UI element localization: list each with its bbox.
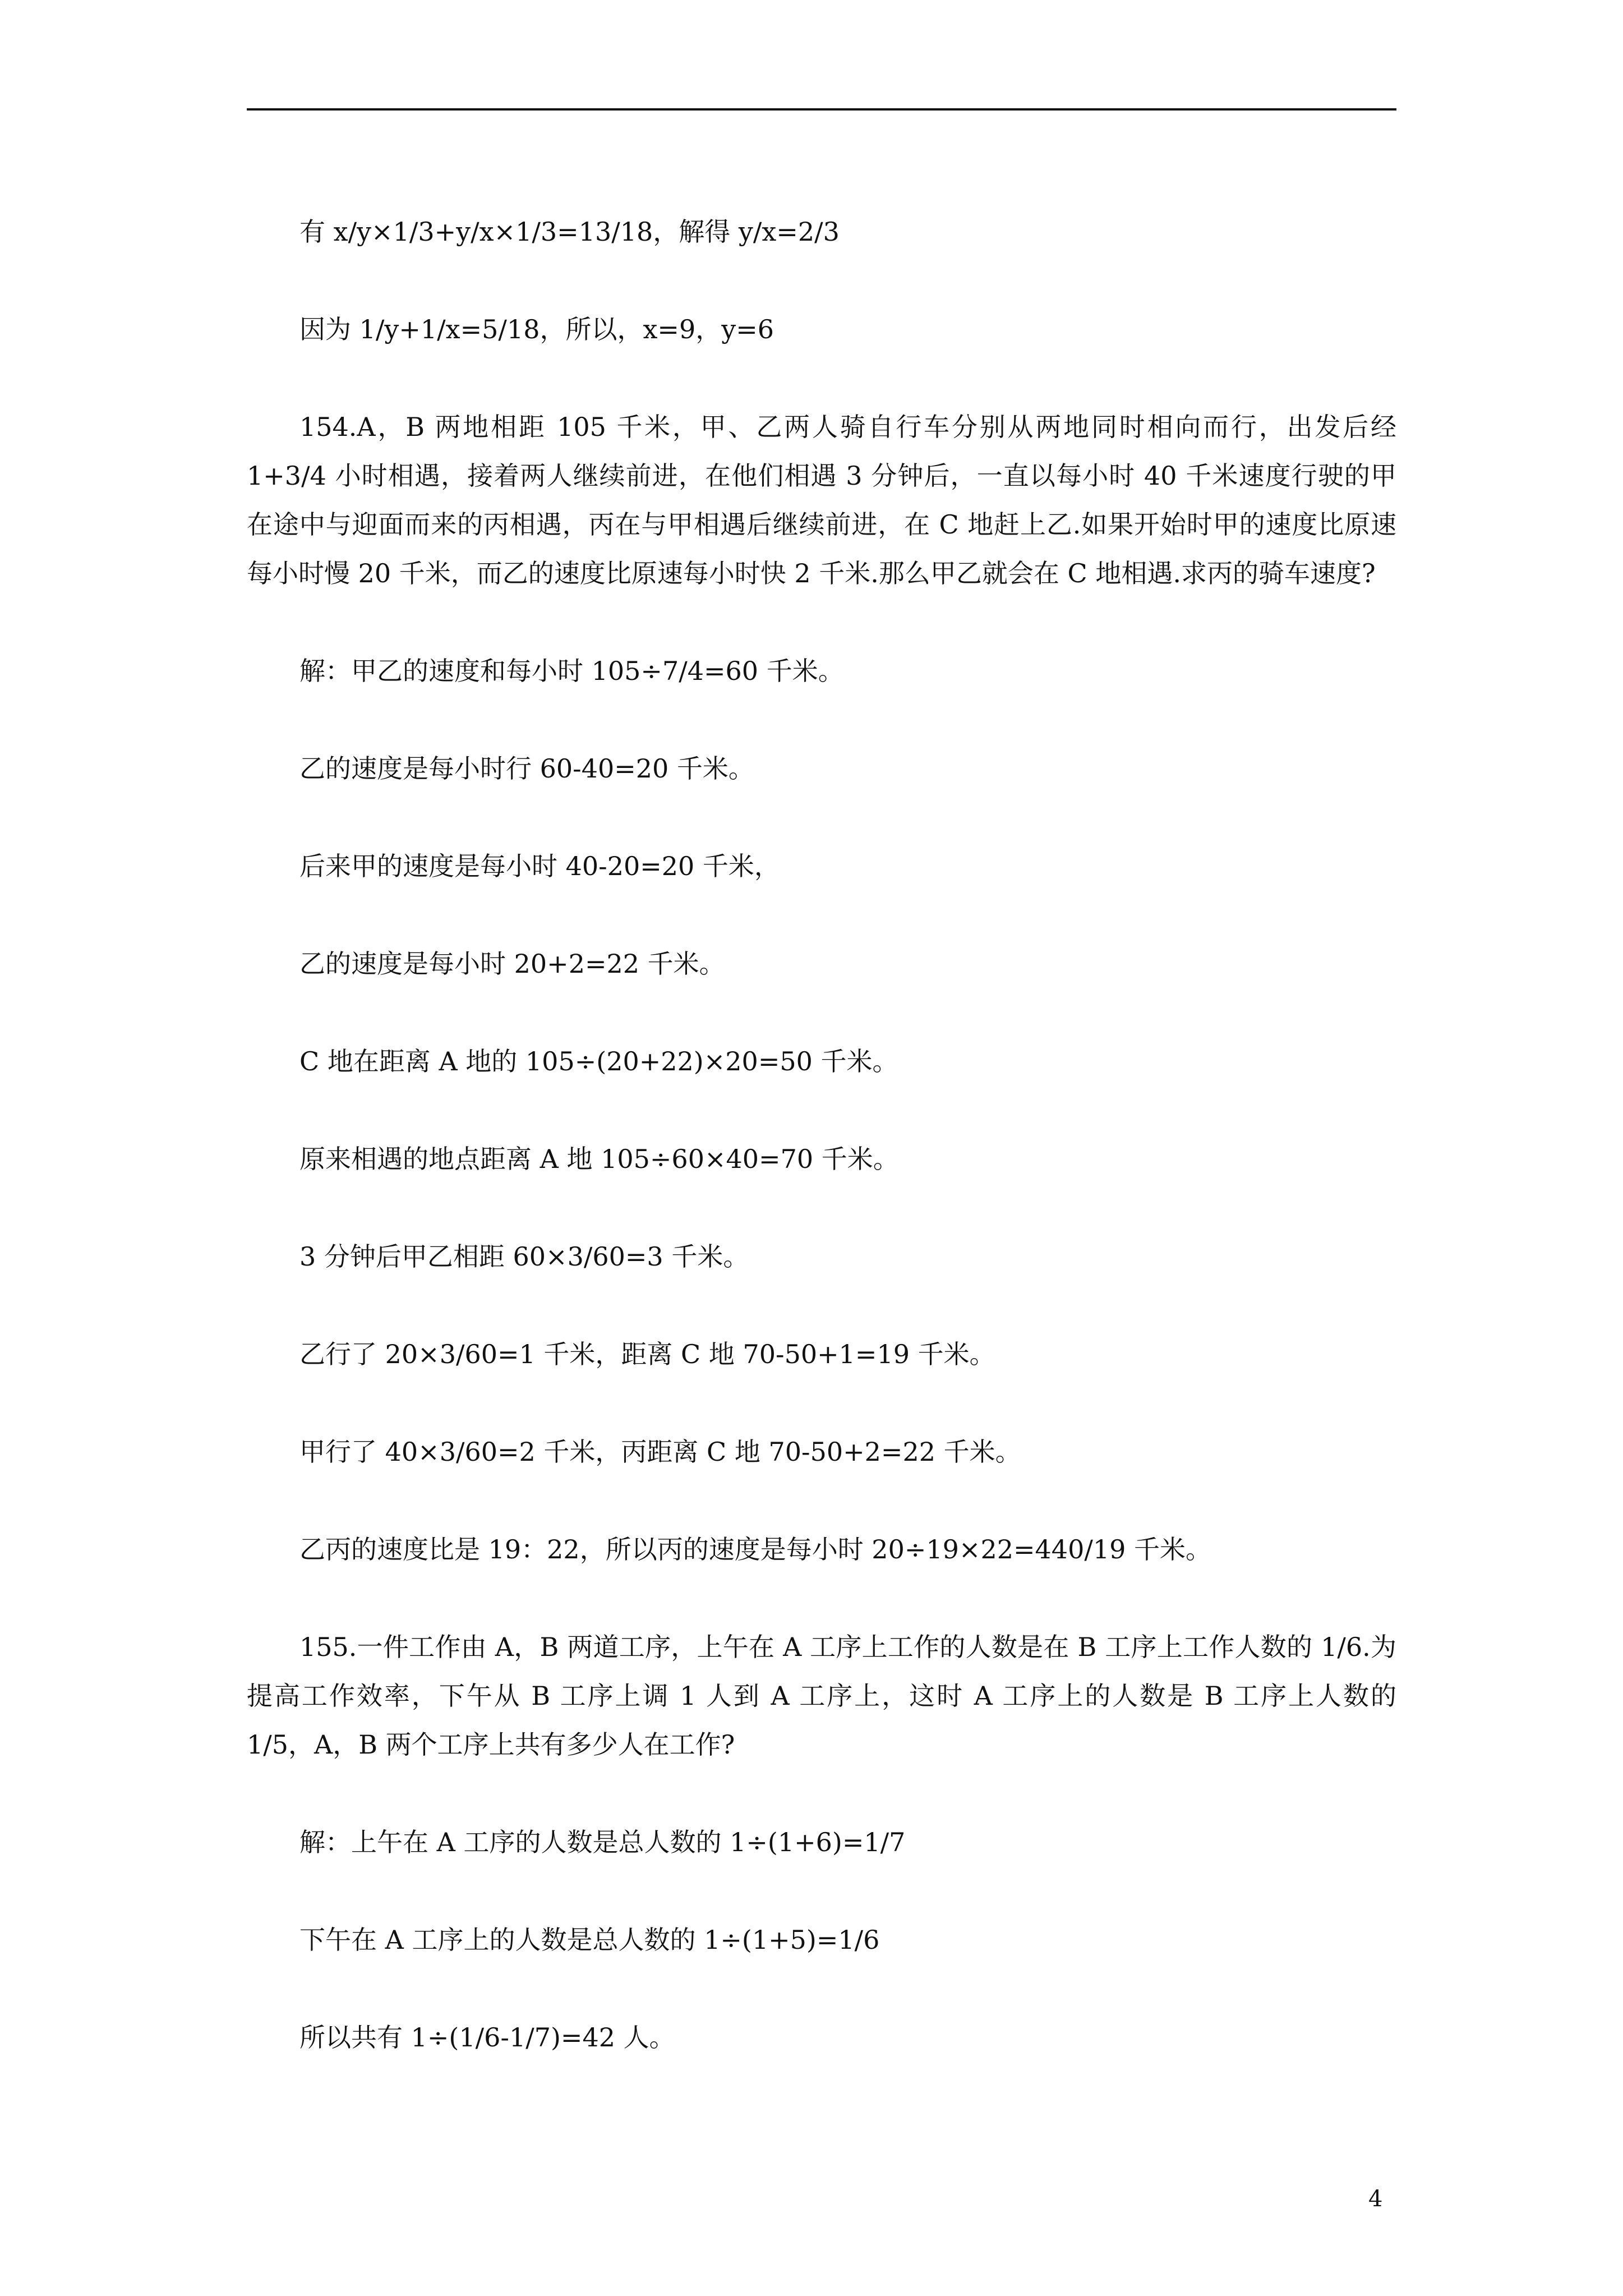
question-154: 154.A，B 两地相距 105 千米，甲、乙两人骑自行车分别从两地同时相向而行，出发后经 1+3/4 小时相遇，接着两人继续前进，在他们相遇 3 分钟后，一直以每小时 40 千米速度行驶的甲在途中与迎面而来的丙相遇，丙在与甲相遇后继续前进，在 C 地赶上乙.如果开始时甲的速度比原速每小时慢 20 千米，而乙的速度比原速每小时快 2 千米.那么甲乙就会在 C 地相遇.求丙的骑车速度? [247, 412, 1396, 588]
solution-line: 甲行了 40×3/60=2 千米，丙距离 C 地 70-50+2=22 千米。 [299, 1437, 1021, 1467]
page-body [247, 208, 1396, 2062]
solution-line: 乙行了 20×3/60=1 千米，距离 C 地 70-50+1=19 千米。 [299, 1339, 995, 1369]
solution-line: C 地在距离 A 地的 105÷(20+22)×20=50 千米。 [299, 1046, 898, 1076]
question-155: 155.一件工作由 A，B 两道工序，上午在 A 工序上工作的人数是在 B 工序上工作人数的 1/6.为提高工作效率，下午从 B 工序上调 1 人到 A 工序上，这时 A 工序上的人数是 B 工序上人数的 1/5，A，B 两个工序上共有多少人在工作? [247, 1632, 1396, 1760]
text-line: 有 x/y×1/3+y/x×1/3=13/18，解得 y/x=2/3 [299, 217, 840, 247]
solution-line: 3 分钟后甲乙相距 60×3/60=3 千米。 [299, 1241, 749, 1272]
solution-line: 下午在 A 工序上的人数是总人数的 1÷(1+5)=1/6 [299, 1925, 880, 1955]
solution-line: 乙的速度是每小时 20+2=22 千米。 [299, 949, 725, 979]
text-line: 因为 1/y+1/x=5/18，所以，x=9，y=6 [299, 314, 774, 344]
solution-line: 解：甲乙的速度和每小时 105÷7/4=60 千米。 [299, 656, 844, 686]
solution-line: 原来相遇的地点距离 A 地 105÷60×40=70 千米。 [299, 1144, 899, 1174]
solution-line: 后来甲的速度是每小时 40-20=20 千米， [299, 851, 780, 881]
solution-line: 解：上午在 A 工序的人数是总人数的 1÷(1+6)=1/7 [299, 1827, 906, 1857]
page-number: 4 [1368, 2186, 1383, 2212]
solution-line: 乙丙的速度比是 19：22，所以丙的速度是每小时 20÷19×22=440/19 千米。 [299, 1534, 1211, 1565]
solution-line: 乙的速度是每小时行 60-40=20 千米。 [299, 753, 754, 784]
solution-line: 所以共有 1÷(1/6-1/7)=42 人。 [299, 2022, 675, 2053]
header-rule [247, 108, 1396, 111]
